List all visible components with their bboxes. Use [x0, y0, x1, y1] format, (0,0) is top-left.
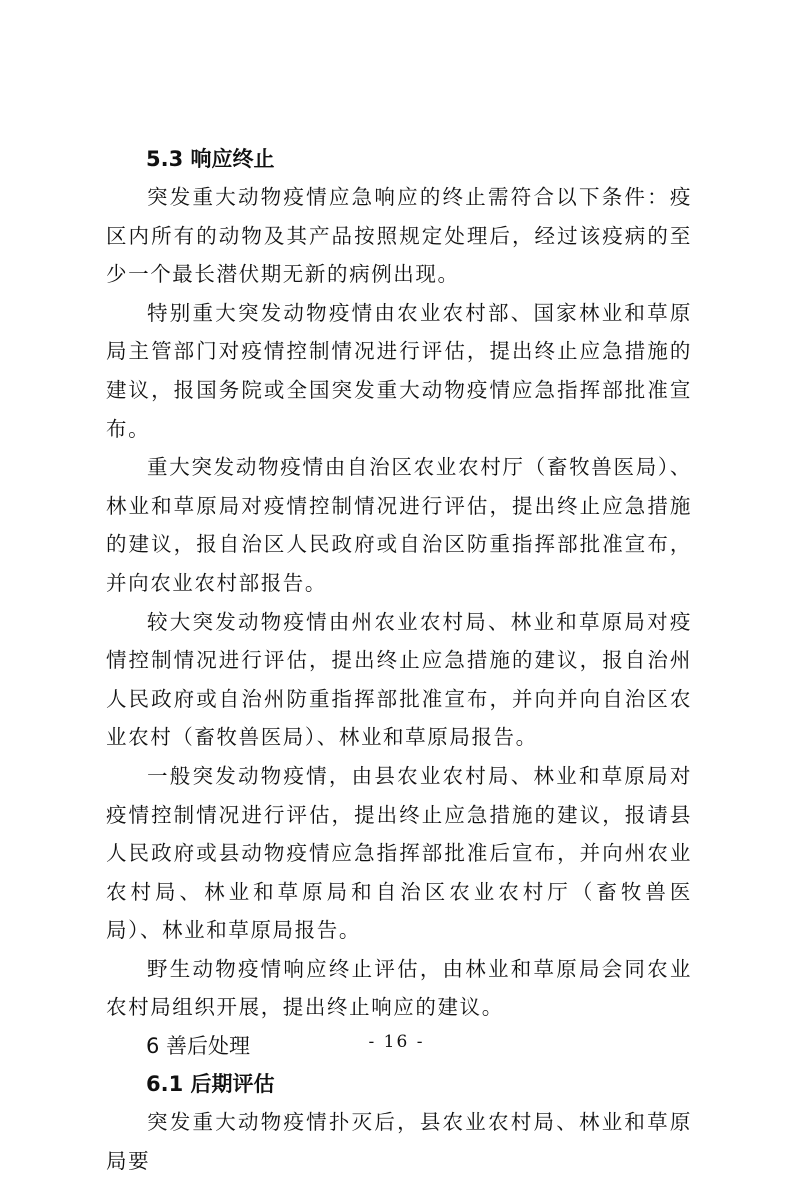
- section-heading-5-3: 5.3 响应终止: [146, 147, 275, 171]
- page-number: - 16 -: [368, 1032, 425, 1052]
- paragraph: 突发重大动物疫情应急响应的终止需符合以下条件：疫区内所有的动物及其产品按照规定处理后，经过该疫病的至少一个最长潜伏期无新的病例出现。: [106, 185, 692, 287]
- paragraph: 特别重大突发动物疫情由农业农村部、国家林业和草原局主管部门对疫情控制情况进行评估，提出终止应急措施的建议，报国务院或全国突发重大动物疫情应急指挥部批准宣布。: [106, 300, 692, 441]
- paragraph: 一般突发动物疫情，由县农业农村局、林业和草原局对疫情控制情况进行评估，提出终止应急措施的建议，报请县人民政府或县动物疫情应急指挥部批准后宣布，并向州农业农村局、林业和草原局和自治区农业农村厅（畜牧兽医局）、林业和草原局报告。: [106, 763, 692, 943]
- paragraph: 较大突发动物疫情由州农业农村局、林业和草原局对疫情控制情况进行评估，提出终止应急措施的建议，报自治州人民政府或自治州防重指挥部批准宣布，并向并向自治区农业农村（畜牧兽医局）、林业和草原局报告。: [106, 609, 692, 750]
- section-heading-6-1: 6.1 后期评估: [146, 1072, 275, 1097]
- paragraph: 重大突发动物疫情由自治区农业农村厅（畜牧兽医局）、林业和草原局对疫情控制情况进行评估，提出终止应急措施的建议，报自治区人民政府或自治区防重指挥部批准宣布，并向农业农村部报告。: [106, 455, 692, 595]
- section-heading-6: 6 善后处理: [146, 1034, 251, 1059]
- paragraph: 突发重大动物疫情扑灭后，县农业农村局、林业和草原局要: [106, 1110, 692, 1173]
- paragraph: 野生动物疫情响应终止评估，由林业和草原局会同农业农村局组织开展，提出终止响应的建议。: [106, 956, 692, 1020]
- document-body: [106, 140, 692, 1180]
